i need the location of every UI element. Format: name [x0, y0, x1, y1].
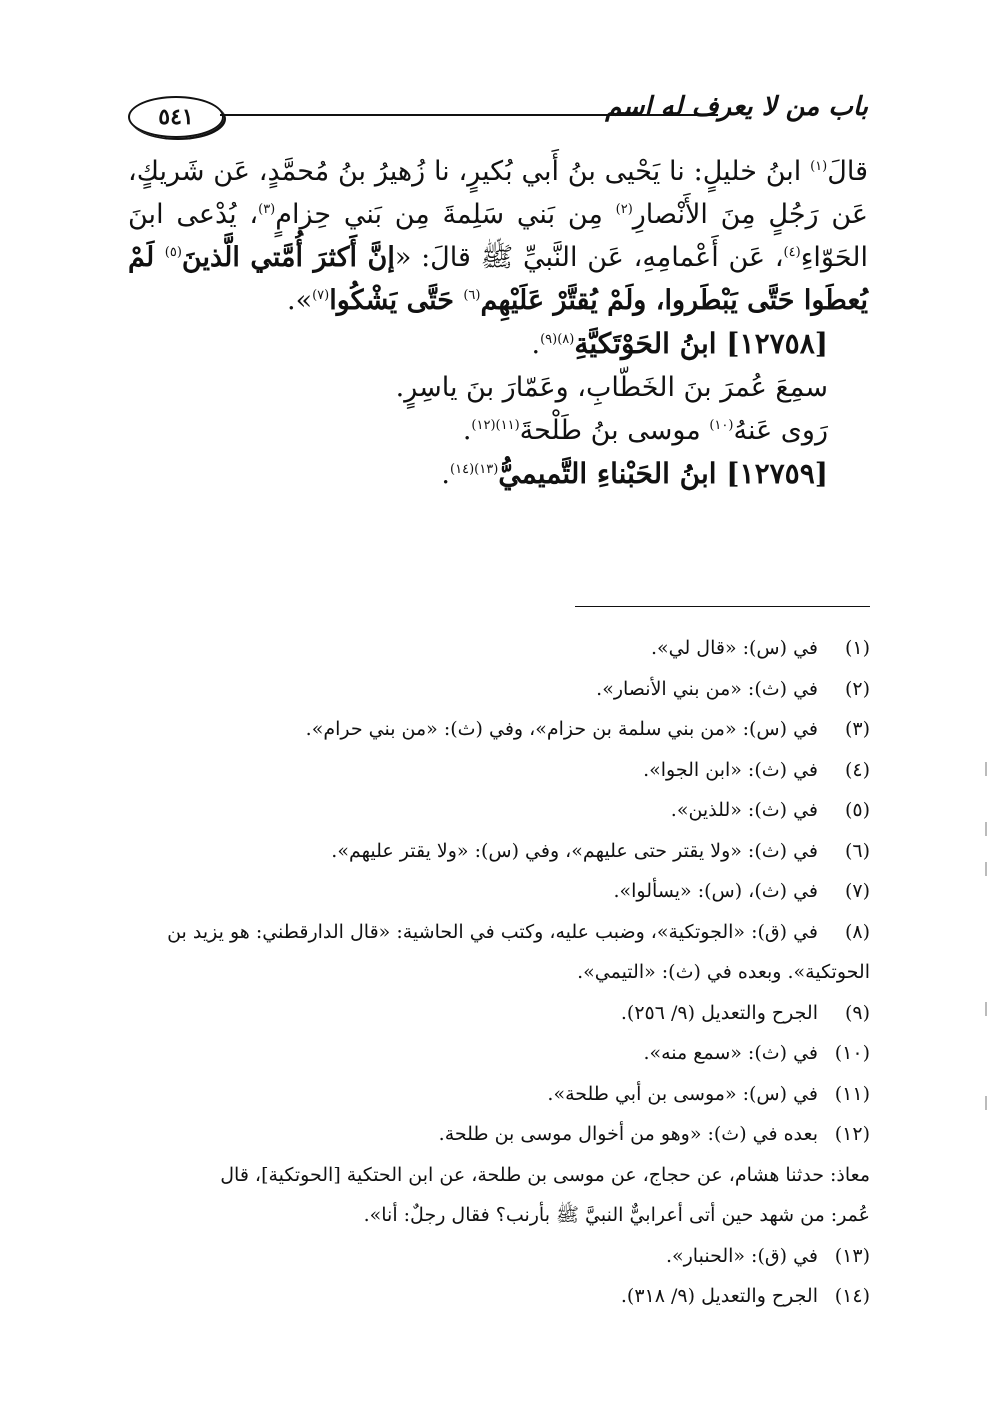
footnote-text: في (س): «قال لي». [650, 637, 818, 659]
footnote-ref: (١) [810, 159, 828, 174]
entry-12759-heading: [١٢٧٥٩] ابنُ الحَبْناءِ التَّميميُّ [498, 457, 828, 490]
footnote-item [125, 871, 870, 912]
entry-12758-heading-line [128, 322, 868, 366]
footnote-number: (٢) [844, 677, 870, 700]
page-header [128, 92, 868, 142]
footnote-number: (١٠) [834, 1042, 870, 1064]
entry-12759-heading-end: . [441, 459, 451, 490]
entry-12758-narrators [128, 409, 868, 452]
main-text [128, 150, 868, 496]
footnote-item [125, 1114, 870, 1155]
entry-12758-heading-end: . [531, 329, 541, 360]
entry-12759-heading-footnote-ref: (١٣)(١٤) [450, 462, 499, 477]
footnote-item [125, 1074, 870, 1115]
footnote-text: في (ث): «للذين». [670, 799, 818, 821]
footnote-continuation: عُمر: من شهد حين أتى أعرابيٌّ النبيَّ ﷺ بأرنب؟ فقال رجلٌ: أنا». [363, 1204, 870, 1226]
hadith-text: حَتَّى يَشْكُوا [329, 285, 464, 316]
footnote-number: (٨) [844, 920, 870, 943]
footnote-text: الجرح والتعديل (٩/ ٢٥٦). [620, 1001, 818, 1024]
footnote-item [125, 993, 870, 1034]
isnad-text: قالَ [827, 156, 868, 187]
footnote-item [125, 1033, 870, 1074]
footnote-text: الجرح والتعديل (٩/ ٣١٨). [620, 1285, 818, 1307]
footnote-number: (٧) [844, 880, 870, 902]
footnote-item [125, 750, 870, 791]
footnote-continuation: معاذ: حدثنا هشام، عن حجاج، عن موسى بن طلحة، عن ابن الحتكية [الحوتكية]، قال [220, 1163, 870, 1186]
footnote-item [125, 1236, 870, 1277]
footnote-text: في (ق): «الحنبار». [665, 1244, 818, 1267]
footnote-text: في (ق): «الجوتكية»، وضبب عليه، وكتب في الحاشية: «قال الدارقطني: هو يزيد بن [167, 920, 818, 943]
footnote-number: (٥) [844, 799, 870, 821]
footnote-item [125, 1276, 870, 1317]
footnote-ref: (٣) [258, 202, 276, 217]
footnote-item [125, 669, 870, 710]
footnote-text: في (ث)، (س): «يسألوا». [613, 880, 818, 902]
page-number: ٥٤١ [128, 96, 224, 138]
footnote-item [125, 790, 870, 831]
footnote-number: (٩) [844, 1001, 870, 1024]
footnote-number: (١٤) [834, 1285, 870, 1307]
footnote-item [125, 628, 870, 669]
footnote-ref: (٧) [312, 288, 330, 303]
footnote-number: (١٢) [834, 1123, 870, 1145]
entry-12758-narrators-end: . [462, 415, 472, 446]
footnote-number: (٤) [844, 758, 870, 781]
footnote-item [125, 912, 870, 953]
footnote-item [125, 709, 870, 750]
footnote-ref: (٦) [463, 288, 481, 303]
footnote-text: في (س): «موسى بن أبي طلحة». [547, 1082, 818, 1105]
isnad-text: ». [286, 285, 313, 316]
entry-12758-teachers: سمِعَ عُمرَ بنَ الخَطّابِ، وعَمّارَ بنَ ياسِرٍ. [395, 372, 828, 403]
footnote-number: (٣) [844, 718, 870, 740]
footnote-divider [575, 606, 870, 607]
isnad-text: ابنُ خليلٍ: نا يَحْيى بنُ أَبي بُكيرٍ، نا زُهيرُ بنُ مُحمَّدٍ، عَن شَريكٍ، عَن رَجُلٍ مِنَ الأَنْصارِ [128, 156, 868, 230]
entry-12758-heading: [١٢٧٥٨] ابنُ الحَوْتَكيَّةِ [574, 327, 828, 360]
entry-12758-narrators-b: موسى بنُ طَلْحةَ [519, 415, 710, 446]
entry-12758-narrators-a: رَوى عَنهُ [733, 415, 828, 446]
footnote-number: (١١) [834, 1082, 870, 1105]
footnote-ref-11-12: (١١)(١٢) [471, 418, 520, 433]
isnad-text: ، يُدْعى ابنَ الحَوّاءِ [128, 199, 868, 273]
footnote-ref: (٥) [164, 245, 182, 260]
hadith-text: لَمْ يُعطَوا حَتَّى يَبْطَروا، ولَمْ يُقتَّرْ عَلَيْهِم [128, 242, 868, 316]
footnote-continuation: الحوتكية». وبعده في (ث): «التيمي». [577, 961, 870, 983]
footnote-ref: (٢) [615, 202, 633, 217]
chapter-title: باب من لا يعرف له اسم [605, 92, 868, 122]
footnote-item [125, 831, 870, 872]
footnote-ref: (٤) [783, 245, 801, 260]
footnote-text: في (ث): «سمع منه». [643, 1042, 818, 1064]
footnote-number: (١) [844, 637, 870, 659]
footnote-text: في (ث): «ابن الجوا». [643, 758, 818, 781]
entry-12759-heading-line [128, 452, 868, 496]
footnotes [125, 628, 870, 1317]
footnote-number: (٦) [844, 839, 870, 862]
isnad-text: ، عَن أَعْمامِهِ، عَن النَّبيِّ ﷺ قالَ: « [394, 242, 784, 273]
intro-paragraph [128, 150, 868, 322]
footnote-text: في (ث): «من بني الأنصار». [596, 677, 818, 700]
entry-12758-heading-footnote-ref: (٨)(٩) [540, 332, 575, 347]
footnote-ref-10: (١٠) [709, 418, 734, 433]
hadith-text: إنَّ أَكثرَ أُمَّتي الَّذينَ [181, 242, 395, 273]
isnad-text: مِن بَني سَلِمةَ مِن بَني حِزامٍ [275, 199, 616, 230]
footnote-text: في (س): «من بني سلمة بن حزام»، وفي (ث): «من بني حرام». [305, 718, 818, 740]
footnote-text: في (ث): «ولا يقتر حتى عليهم»، وفي (س): «ولا يقتر عليهم». [331, 839, 818, 862]
footnote-number: (١٣) [834, 1244, 870, 1267]
footnote-text: بعده في (ث): «وهو من أخوال موسى بن طلحة. [438, 1123, 818, 1145]
